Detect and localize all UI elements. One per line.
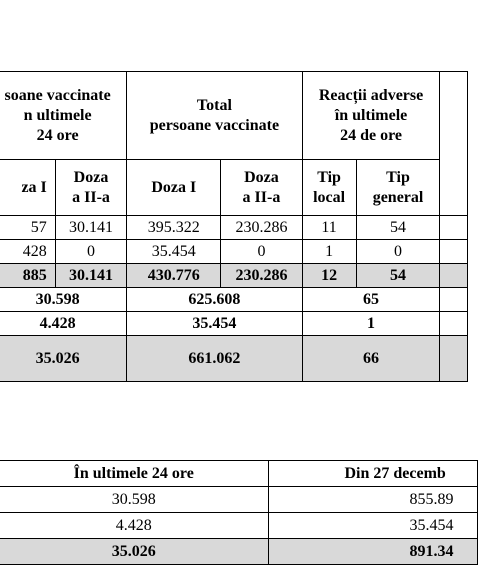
- subheader-total-dose2: Doza a II-a: [221, 160, 302, 216]
- cut-cell: [440, 336, 468, 382]
- cell: 30.598: [0, 288, 127, 312]
- subheader-dose2: Doza a II-a: [55, 160, 126, 216]
- table-row: [0, 240, 468, 264]
- header-total-vaccinated: Total persoane vaccinate: [127, 72, 302, 160]
- header-since-december: Din 27 decemb: [269, 461, 478, 487]
- table-row-grand-total: [0, 336, 468, 382]
- cell: 35.454: [269, 513, 478, 539]
- cell: 54: [356, 264, 440, 288]
- subheader-dose1: za I: [0, 160, 55, 216]
- header-last-24h: În ultimele 24 ore: [0, 461, 269, 487]
- cell: 0: [221, 240, 302, 264]
- table-row-total: [0, 312, 468, 336]
- cut-cell: [440, 72, 468, 216]
- cell: 395.322: [127, 216, 221, 240]
- cell: 30.598: [0, 487, 269, 513]
- cell: 428: [0, 240, 55, 264]
- table-row-total: [0, 539, 478, 565]
- cell: 35.026: [0, 539, 269, 565]
- table-row-subtotal: [0, 264, 468, 288]
- cell: 65: [302, 288, 440, 312]
- cell: 35.454: [127, 312, 302, 336]
- cell: 30.141: [55, 264, 126, 288]
- cut-cell: [440, 288, 468, 312]
- header-vaccinated-24h: soane vaccinate n ultimele 24 ore: [0, 72, 127, 160]
- cell: 1: [302, 240, 356, 264]
- summary-table: [0, 460, 478, 565]
- cell: 0: [55, 240, 126, 264]
- cell: 230.286: [221, 216, 302, 240]
- cell: 625.608: [127, 288, 302, 312]
- cell: 35.454: [127, 240, 221, 264]
- cell: 230.286: [221, 264, 302, 288]
- cell: 35.026: [0, 336, 127, 382]
- cut-cell: [440, 216, 468, 240]
- cell: 66: [302, 336, 440, 382]
- cell: 12: [302, 264, 356, 288]
- vaccination-table: [0, 71, 468, 382]
- cell: 54: [356, 216, 440, 240]
- header-adverse-reactions: Reacții adverse în ultimele 24 de ore: [302, 72, 440, 160]
- cell: 891.34: [269, 539, 478, 565]
- cut-cell: [440, 264, 468, 288]
- cell: 4.428: [0, 312, 127, 336]
- cell: 4.428: [0, 513, 269, 539]
- cut-cell: [440, 312, 468, 336]
- cell: 885: [0, 264, 55, 288]
- table-row: [0, 513, 478, 539]
- cell: 430.776: [127, 264, 221, 288]
- subheader-local: Tip local: [302, 160, 356, 216]
- subheader-total-dose1: Doza I: [127, 160, 221, 216]
- cell: 855.89: [269, 487, 478, 513]
- table-row: [0, 216, 468, 240]
- subheader-general: Tip general: [356, 160, 440, 216]
- cell: 57: [0, 216, 55, 240]
- cell: 0: [356, 240, 440, 264]
- cell: 11: [302, 216, 356, 240]
- table-row: [0, 487, 478, 513]
- table-row-total: [0, 288, 468, 312]
- cell: 661.062: [127, 336, 302, 382]
- cell: 30.141: [55, 216, 126, 240]
- cut-cell: [440, 240, 468, 264]
- cell: 1: [302, 312, 440, 336]
